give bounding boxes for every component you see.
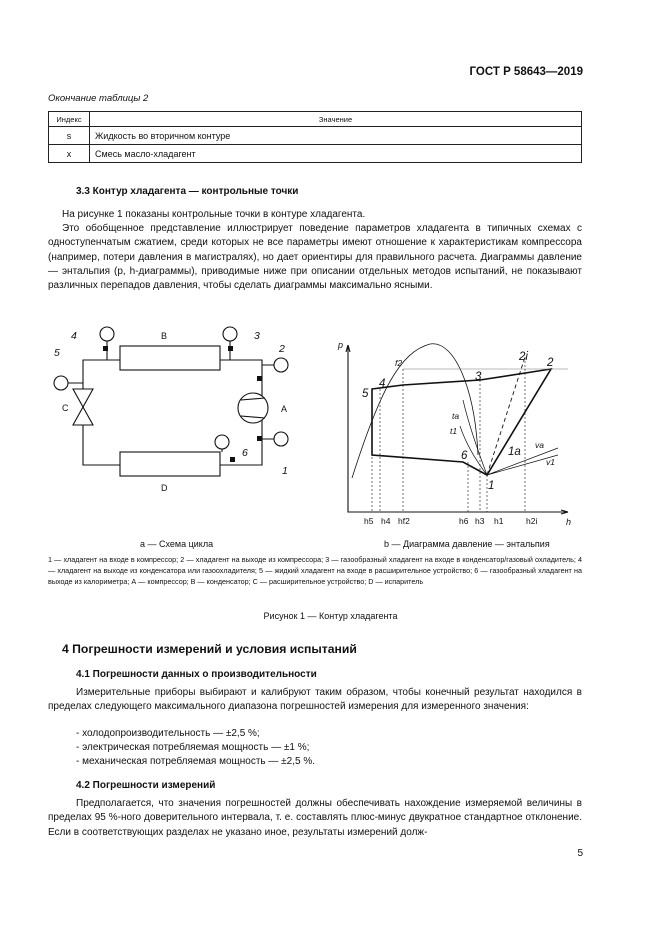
paragraph: Это обобщенное представление иллюстрирует поведение параметров хладагента в типичных схемах с одноступенчатым сжатием, среди которых не все параметры имеют отношение к характеристикам компрессора (например, потери давления в магистралях), но дает ориентиры для правильного расчета. Диаграммы давление — энтальпия (p, h-диаграммы), приводимые ниже при описании отдельных методов испытаний, не показывают различных перепадов давления, чтобы сделать диаграммы максимально ясными. [48,223,582,292]
curve-f2: f2 [395,358,403,368]
table-header-value: Значение [90,112,582,127]
label-1: 1 [282,465,288,477]
table-cell: s [49,127,90,145]
gauge-4 [100,327,114,341]
label-2: 2 [279,343,285,355]
dg-label-3: 3 [475,371,482,383]
label-3: 3 [254,330,260,342]
section-4-2-heading: 4.2 Погрешности измерений [76,780,216,791]
label-C: C [62,403,69,413]
dg-label-2: 2 [547,357,554,369]
axes [348,345,568,512]
table-cell: Смесь масло-хладагент [90,145,582,163]
tick-h2i: h2i [526,516,538,526]
tick-h3: h3 [475,516,485,526]
dg-label-6: 6 [461,450,468,462]
cycle-scheme [54,327,288,476]
dg-label-5: 5 [362,388,369,400]
guide-lines [372,357,525,512]
curve-ta: ta [452,411,460,421]
gauge-1 [274,432,288,446]
tick-h6: h6 [459,516,469,526]
label-6: 6 [242,447,248,459]
curve-v1: v1 [546,457,555,467]
condenser-block [120,346,220,370]
circuit-loop [83,360,262,465]
table-cell: Жидкость во вторичном контуре [90,127,582,145]
list-item: - механическая потребляемая мощность — ±2,5 %. [76,756,316,767]
gauge-3 [223,327,237,341]
section-3-3-heading: 3.3 Контур хладагента — контрольные точки [76,186,299,197]
gauge-5 [54,376,68,390]
standard-number: ГОСТ Р 58643—2019 [469,66,583,78]
dg-label-1a: 1a [508,446,521,458]
tick-hf2: hf2 [398,516,410,526]
tick-h1: h1 [494,516,504,526]
gauge-2 [274,358,288,372]
label-A: A [281,404,288,414]
label-5: 5 [54,347,60,359]
label-B: B [161,331,168,341]
expansion-valve [73,389,93,425]
dg-label-4: 4 [379,378,386,390]
paragraph: На рисунке 1 показаны контрольные точки в контуре хладагента. [62,209,366,220]
label-4: 4 [71,330,77,342]
evaporator-block [120,452,220,476]
diagram-caption: b — Диаграмма давление — энтальпия [384,539,550,549]
dg-label-2i: 2i [519,351,528,363]
axis-p: p [338,340,344,350]
table-cell: x [49,145,90,163]
label-D: D [161,483,168,493]
tick-h5: h5 [364,516,374,526]
section-4-heading: 4 Погрешности измерений и условия испытаний [62,642,357,656]
list-item: - электрическая потребляемая мощность — ±1 %; [76,742,310,753]
paragraph: Измерительные приборы выбирают и калибруют таким образом, чтобы конечный результат находился в пределах следующего максимального диапазона погрешностей измерения для измеренного значения: [48,687,582,713]
axis-h: h [566,517,572,527]
page-number: 5 [577,848,583,859]
table-header-index: Индекс [49,112,90,127]
paragraph: Предполагается, что значения погрешностей должны обеспечивать нахождение измеряемой величины в пределах 95 %-ного доверительного интервала, т. е. составлять плюс-минус двукратное стандартное отклонение. Если в соответствующих разделах не указано иное, результаты измерений долж- [48,798,582,838]
curve-va: va [535,440,544,450]
scheme-caption: а — Схема цикла [140,539,214,549]
figure-legend: 1 — хладагент на входе в компрессор; 2 — хладагент на выходе из компрессора; 3 — газообразный хладагент на входе в конденсатор/газовый охладитель; 4 — хладагент на выходе из конденсатора или газоохладителя; 5 — жидкий хладагент на входе в расширительное устройство; 6 — газообразный хладагент на выходе из калориметра; А — компрессор; В — конденсатор; С — расширительное устройство; D — испаритель [48,555,582,587]
figure-title: Рисунок 1 — Контур хладагента [263,611,398,621]
compressor-symbol [238,393,268,423]
tick-h4: h4 [381,516,391,526]
gauge-6 [215,435,229,449]
list-item: - холодопроизводительность — ±2,5 %; [76,728,260,739]
section-4-1-heading: 4.1 Погрешности данных о производительности [76,669,317,680]
dg-label-1: 1 [488,480,495,492]
curve-t1: t1 [450,426,458,436]
table-caption: Окончание таблицы 2 [48,93,149,104]
